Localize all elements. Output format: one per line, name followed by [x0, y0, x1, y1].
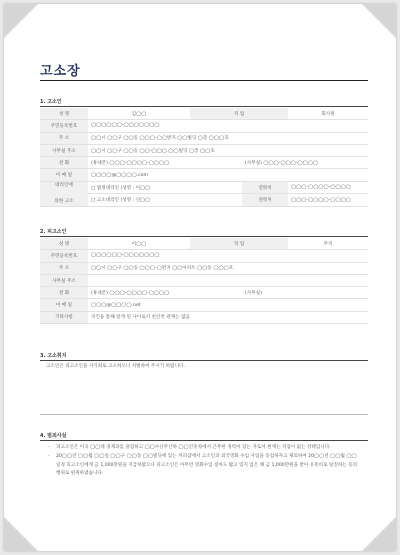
field-label: 이 메 일 — [40, 169, 88, 181]
table-row — [40, 132, 368, 144]
document-page — [4, 4, 396, 551]
field-label: 성 명 — [40, 238, 88, 250]
field-label: 주 소 — [40, 262, 88, 274]
complainant-table — [40, 108, 368, 207]
field-label — [40, 181, 88, 206]
agent-label-line: 대리인에 — [55, 182, 73, 188]
bullet-dash: - — [48, 445, 50, 450]
field-label: 직 업 — [190, 108, 288, 120]
table-row — [40, 108, 368, 120]
field-value: 이◯◯ — [88, 238, 190, 250]
section-divider — [40, 440, 368, 441]
section-heading-accused: 2. 피고소인 — [40, 229, 67, 235]
table-row — [40, 169, 368, 181]
field-value: ◯◯시 ◯◯구 ◯◯동 ◯◯◯-◯◯번지 ◯◯빌딩 ◯층 ◯◯◯호 — [88, 132, 368, 144]
field-label: 연락처 — [242, 181, 288, 194]
field-value: ◯◯◯@◯◯◯◯.net — [88, 299, 368, 311]
complaint-purpose-text: 고소인은 피고소인을 사기죄로 고소하오니 처벌하여 주시기 바랍니다. — [46, 364, 185, 369]
section-divider — [40, 106, 368, 107]
page-corner-fold — [362, 4, 396, 38]
section-heading-facts: 4. 범죄사실 — [40, 433, 67, 439]
field-value: ◯◯시 ◯◯구 ◯◯동 ◯◯◯-◯번지 ◯◯아파트 ◯◯동 ◯◯◯호 — [88, 262, 368, 274]
fact-text: 20◯◯년 ◯◯월 ◯◯일 ◯◯구 ◯◯동 ◯◯빌딩에 있는 커피샵에서 고소인과 외국영화 수입 사업을 동업하자고 제의하여 20◯◯년 ◯◯월 ◯◯일경 피고소인에게 금 1,000만원을 지급하였으나 피고소인은 아무런 영화수입 절차도 밟고 있지 않은 채 금 1,000만원을 받아 유흥비로 탕진하는 등의 행위로 편취하였습니다. — [56, 453, 358, 477]
field-value: ◯◯◯◯@◯◯◯◯.com — [88, 169, 368, 181]
field-value: ◯◯◯◯◯◯-◯◯◯◯◯◯◯ — [88, 250, 368, 262]
section-heading-purpose: 3. 고소취지 — [40, 353, 67, 359]
table-row — [40, 311, 368, 323]
field-value: ◯◯◯◯◯◯-◯◯◯◯◯◯◯ — [88, 120, 368, 132]
page-corner-fold — [362, 517, 396, 551]
section-divider — [40, 360, 368, 361]
table-row — [40, 274, 368, 286]
complaint-agent-checkbox[interactable]: □ 고소대리인 (성명 : 신◯◯ — [88, 194, 242, 207]
field-value: 회사원 — [288, 108, 368, 120]
table-row — [40, 299, 368, 311]
table-row — [40, 194, 368, 207]
table-row — [40, 238, 368, 250]
page-corner-fold — [4, 517, 38, 551]
title-divider — [40, 80, 368, 81]
field-value: (사무실) ◯◯◯-◯◯◯-◯◯◯◯ — [242, 157, 368, 169]
field-value: 지인을 통해 알게 된 사이로서 친인척 관계는 없음 — [88, 311, 368, 323]
bullet-dash: - — [48, 453, 50, 459]
field-label: 기타사항 — [40, 311, 88, 323]
agent-label-line: 의한 고소 — [54, 198, 74, 204]
crime-facts-list — [48, 444, 360, 479]
table-row — [40, 157, 368, 169]
table-row — [40, 287, 368, 299]
field-label: 직 업 — [190, 238, 288, 250]
list-item — [48, 444, 360, 453]
field-value: ◯◯◯-◯◯◯◯-◯◯◯◯ — [288, 181, 368, 194]
field-label: 전 화 — [40, 157, 88, 169]
page-corner-fold — [4, 4, 38, 38]
table-row — [40, 181, 368, 194]
field-label: 전 화 — [40, 287, 88, 299]
table-row — [40, 144, 368, 156]
field-value: (휴대폰) ◯◯◯-◯◯◯◯-◯◯◯◯ — [88, 287, 242, 299]
table-row — [40, 120, 368, 132]
field-label: 이 메 일 — [40, 299, 88, 311]
section-end-line — [40, 414, 368, 415]
field-value: 무직 — [288, 238, 368, 250]
field-value: ◯◯시 ◯◯구 ◯◯동 ◯◯-◯◯◯ ◯◯빌딩 ◯층 ◯◯호 — [88, 144, 368, 156]
field-label: 주 소 — [40, 132, 88, 144]
field-value: (휴대폰) ◯◯◯-◯◯◯◯-◯◯◯◯ — [88, 157, 242, 169]
field-label: 사무실 주소 — [40, 144, 88, 156]
fact-text: 피고소인은 이곡 ◯◯대 경제과를 졸업하고 ◯◯수산무산하 ◯◯진흥청에서 근무한 경력이 있는 자로서 현재는 직업이 없는 상태입니다. — [56, 445, 331, 450]
accused-table — [40, 238, 368, 324]
field-value — [88, 274, 368, 286]
section-divider — [40, 236, 368, 237]
field-label: 주민등록번호 — [40, 120, 88, 132]
field-label: 사무실 주소 — [40, 274, 88, 286]
field-value: ◯◯◯-◯◯◯◯-◯◯◯◯ — [288, 194, 368, 207]
section-heading-complainant: 1. 고소인 — [40, 99, 62, 105]
list-item — [48, 453, 360, 479]
table-row — [40, 262, 368, 274]
field-label: 연락처 — [242, 194, 288, 207]
legal-agent-checkbox[interactable]: □ 법정대리인 (성명 : 이◯◯ — [88, 181, 242, 194]
field-label: 성 명 — [40, 108, 88, 120]
document-title: 고소장 — [40, 64, 81, 79]
field-label: 주민등록번호 — [40, 250, 88, 262]
table-row — [40, 250, 368, 262]
field-value: (사무실) — [242, 287, 368, 299]
field-value: 김◯◯ — [88, 108, 190, 120]
